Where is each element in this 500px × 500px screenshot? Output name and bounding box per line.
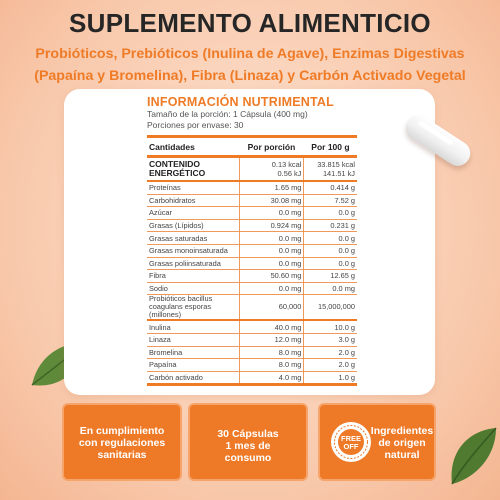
seal-line: FREE [340, 434, 362, 443]
row-per-serving: 40.0 mg [239, 320, 304, 333]
energy-label-line: ENERGÉTICO [149, 168, 206, 178]
row-label: Carbón activado [147, 371, 239, 385]
row-per-100g: 2.0 g [304, 346, 357, 359]
row-label: Carbohidratos [147, 194, 239, 207]
row-per-serving: 0.0 mg [239, 257, 304, 270]
nutrition-panel [147, 96, 357, 386]
capsule-count-badge [188, 403, 308, 481]
row-label: Linaza [147, 333, 239, 346]
row-per-100g: 0.0 g [304, 244, 357, 257]
table-row [147, 219, 357, 232]
energy-row [147, 157, 357, 182]
row-per-serving: 0.0 mg [239, 207, 304, 220]
row-per-serving: 12.0 mg [239, 333, 304, 346]
row-per-100g: 7.52 g [304, 194, 357, 207]
energy-per-100g [304, 157, 357, 182]
badge-line: sanitarias [97, 449, 147, 461]
table-row [147, 282, 357, 295]
badge-line: En cumplimiento [79, 425, 165, 437]
row-per-100g: 10.0 g [304, 320, 357, 333]
row-per-100g: 0.414 g [304, 181, 357, 194]
badge-line: 1 mes de [225, 440, 271, 452]
row-label: Fibra [147, 270, 239, 283]
table-row [147, 257, 357, 270]
table-header-row [147, 137, 357, 157]
capsule-count-text [190, 428, 306, 464]
probiotics-per-serving: 60,000 [239, 295, 304, 321]
row-label: Sodio [147, 282, 239, 295]
serving-size: Tamaño de la porción: 1 Cápsula (400 mg) [147, 109, 308, 119]
compliance-text [64, 425, 180, 461]
row-per-100g: 0.0 g [304, 257, 357, 270]
badge-line: natural [384, 449, 420, 461]
table-row [147, 207, 357, 220]
row-per-100g: 2.0 g [304, 359, 357, 372]
row-per-serving: 1.65 mg [239, 181, 304, 194]
product-title: SUPLEMENTO ALIMENTICIO [69, 8, 431, 38]
row-per-serving: 8.0 mg [239, 346, 304, 359]
badge-line: 30 Cápsulas [217, 428, 279, 440]
row-label: Bromelina [147, 346, 239, 359]
table-row [147, 346, 357, 359]
probiotics-label [147, 295, 239, 321]
seal-line: OFF [343, 442, 359, 451]
free-seal-icon [330, 421, 372, 463]
row-label: Inulina [147, 320, 239, 333]
row-per-serving: 0.0 mg [239, 244, 304, 257]
table-row [147, 270, 357, 283]
row-per-100g: 12.65 g [304, 270, 357, 283]
energy-kj-100g: 141.51 kJ [322, 169, 355, 178]
subtitle-line: (Papaína y Bromelina), Fibra (Linaza) y Carbón Activado Vegetal [34, 68, 466, 84]
energy-per-serving [239, 157, 304, 182]
row-per-100g: 3.0 g [304, 333, 357, 346]
table-row [147, 320, 357, 333]
row-label: Grasas monoinsaturada [147, 244, 239, 257]
probiotics-label-line: coagulans esporas (millones) [149, 302, 212, 320]
row-per-serving: 30.08 mg [239, 194, 304, 207]
probiotics-per-100g: 15,000,000 [304, 295, 357, 321]
servings-per-container: Porciones por envase: 30 [147, 120, 244, 130]
column-header: Cantidades [147, 137, 239, 157]
row-label: Papaína [147, 359, 239, 372]
natural-origin-badge [318, 403, 436, 481]
row-label: Azúcar [147, 207, 239, 220]
product-subtitle [14, 43, 486, 87]
table-row [147, 333, 357, 346]
energy-kj-serving: 0.56 kJ [277, 169, 302, 178]
energy-label-line: CONTENIDO [149, 159, 200, 169]
column-header: Por 100 g [304, 137, 357, 157]
table-row [147, 232, 357, 245]
panel-title: INFORMACIÓN NUTRIMENTAL [147, 95, 334, 109]
row-per-serving: 4.0 mg [239, 371, 304, 385]
probiotics-row [147, 295, 357, 321]
badge-line: de origen [378, 437, 426, 449]
row-label: Grasas saturadas [147, 232, 239, 245]
natural-origin-text [370, 425, 434, 461]
row-per-100g: 0.231 g [304, 219, 357, 232]
row-per-serving: 50.60 mg [239, 270, 304, 283]
energy-label [147, 157, 239, 182]
nutrition-table [147, 135, 357, 386]
table-row [147, 194, 357, 207]
column-header: Por porción [239, 137, 304, 157]
row-per-100g: 0.0 mg [304, 282, 357, 295]
row-per-serving: 8.0 mg [239, 359, 304, 372]
table-row [147, 371, 357, 385]
row-label: Proteínas [147, 181, 239, 194]
badge-line: consumo [224, 452, 272, 464]
table-row [147, 244, 357, 257]
energy-kcal-serving: 0.13 kcal [271, 160, 302, 169]
energy-kcal-100g: 33.815 kcal [317, 160, 355, 169]
row-per-serving: 0.0 mg [239, 282, 304, 295]
row-per-100g: 0.0 g [304, 232, 357, 245]
table-row [147, 181, 357, 194]
row-label: Grasas (Lípidos) [147, 219, 239, 232]
compliance-badge [62, 403, 182, 481]
row-label: Grasas poliinsaturada [147, 257, 239, 270]
table-row [147, 359, 357, 372]
badge-line: Ingredientes [370, 425, 434, 437]
row-per-serving: 0.924 mg [239, 219, 304, 232]
probiotics-label-line: Probióticos bacillus [149, 294, 213, 304]
row-per-serving: 0.0 mg [239, 232, 304, 245]
row-per-100g: 1.0 g [304, 371, 357, 385]
subtitle-line: Probióticos, Prebióticos (Inulina de Agave), Enzimas Digestivas [35, 46, 465, 62]
row-per-100g: 0.0 g [304, 207, 357, 220]
badge-line: con regulaciones [78, 437, 166, 449]
leaf-icon [440, 420, 500, 488]
